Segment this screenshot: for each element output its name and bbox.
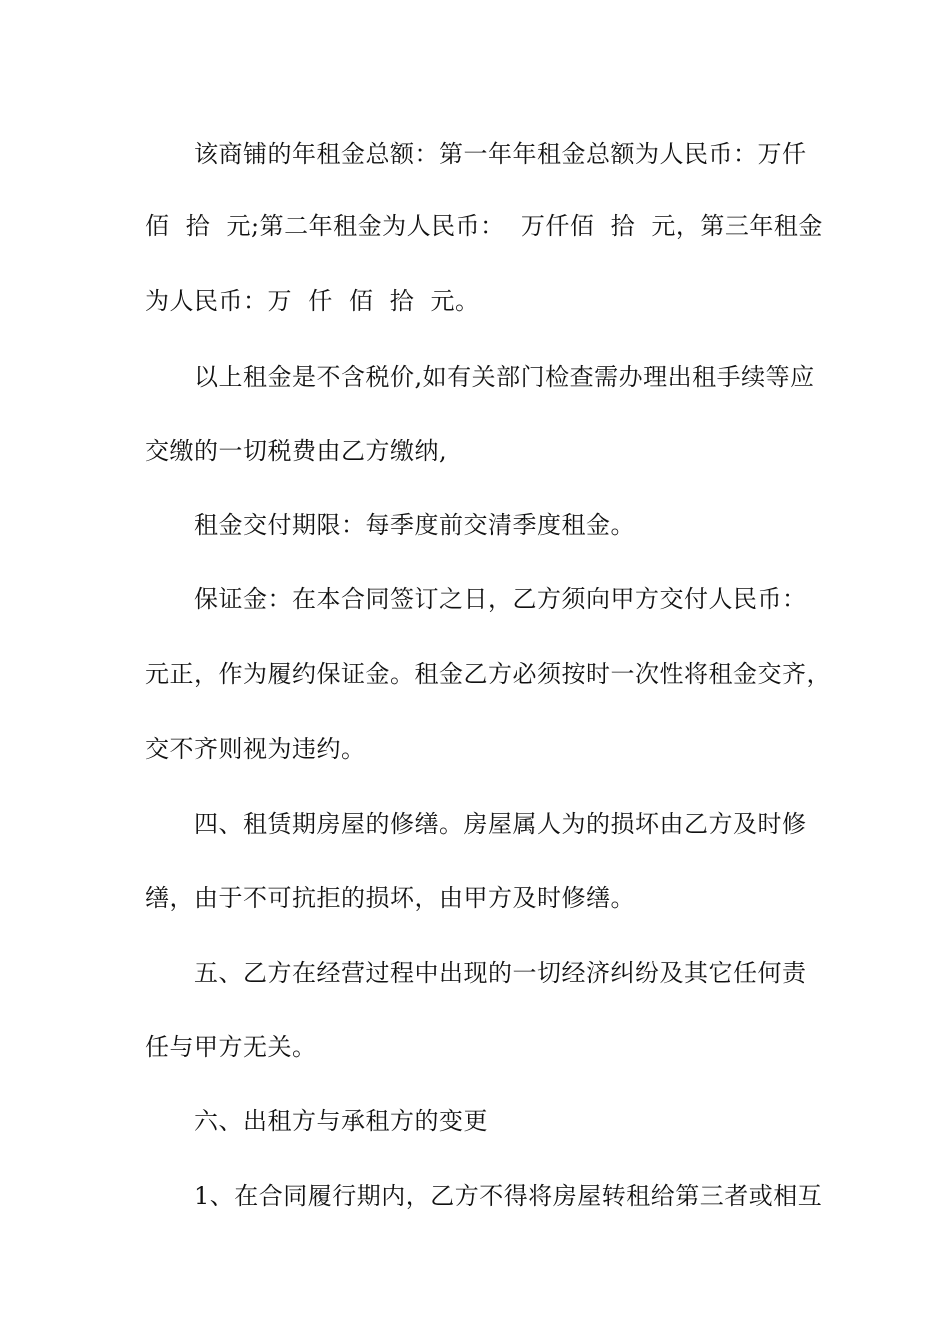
text-line: 缮，由于不可抗拒的损坏，由甲方及时修缮。 xyxy=(145,884,635,912)
text-line: 该商铺的年租金总额：第一年年租金总额为人民币：万仟 xyxy=(145,140,807,168)
text-line: 五、乙方在经营过程中出现的一切经济纠纷及其它任何责 xyxy=(145,959,807,987)
text-line: 保证金：在本合同签订之日，乙方须向甲方交付人民币： xyxy=(145,585,807,613)
text-line: 为人民币：万 仟 佰 拾 元。 xyxy=(145,287,480,315)
text-line: 六、出租方与承租方的变更 xyxy=(145,1107,488,1135)
text-line: 任与甲方无关。 xyxy=(145,1033,317,1061)
text-line: 交不齐则视为违约。 xyxy=(145,735,366,763)
text-line: 佰 拾 元;第二年租金为人民币： 万仟佰 拾 元，第三年租金 xyxy=(145,212,823,240)
text-line: 租金交付期限：每季度前交清季度租金。 xyxy=(145,511,635,539)
text-line: 1、在合同履行期内，乙方不得将房屋转租给第三者或相互 xyxy=(145,1182,823,1210)
text-line: 元正，作为履约保证金。租金乙方必须按时一次性将租金交齐， xyxy=(145,660,831,688)
text-line: 四、租赁期房屋的修缮。房屋属人为的损坏由乙方及时修 xyxy=(145,810,807,838)
text-line: 交缴的一切税费由乙方缴纳, xyxy=(145,437,448,465)
text-line: 以上租金是不含税价,如有关部门检查需办理出租手续等应 xyxy=(145,363,815,391)
